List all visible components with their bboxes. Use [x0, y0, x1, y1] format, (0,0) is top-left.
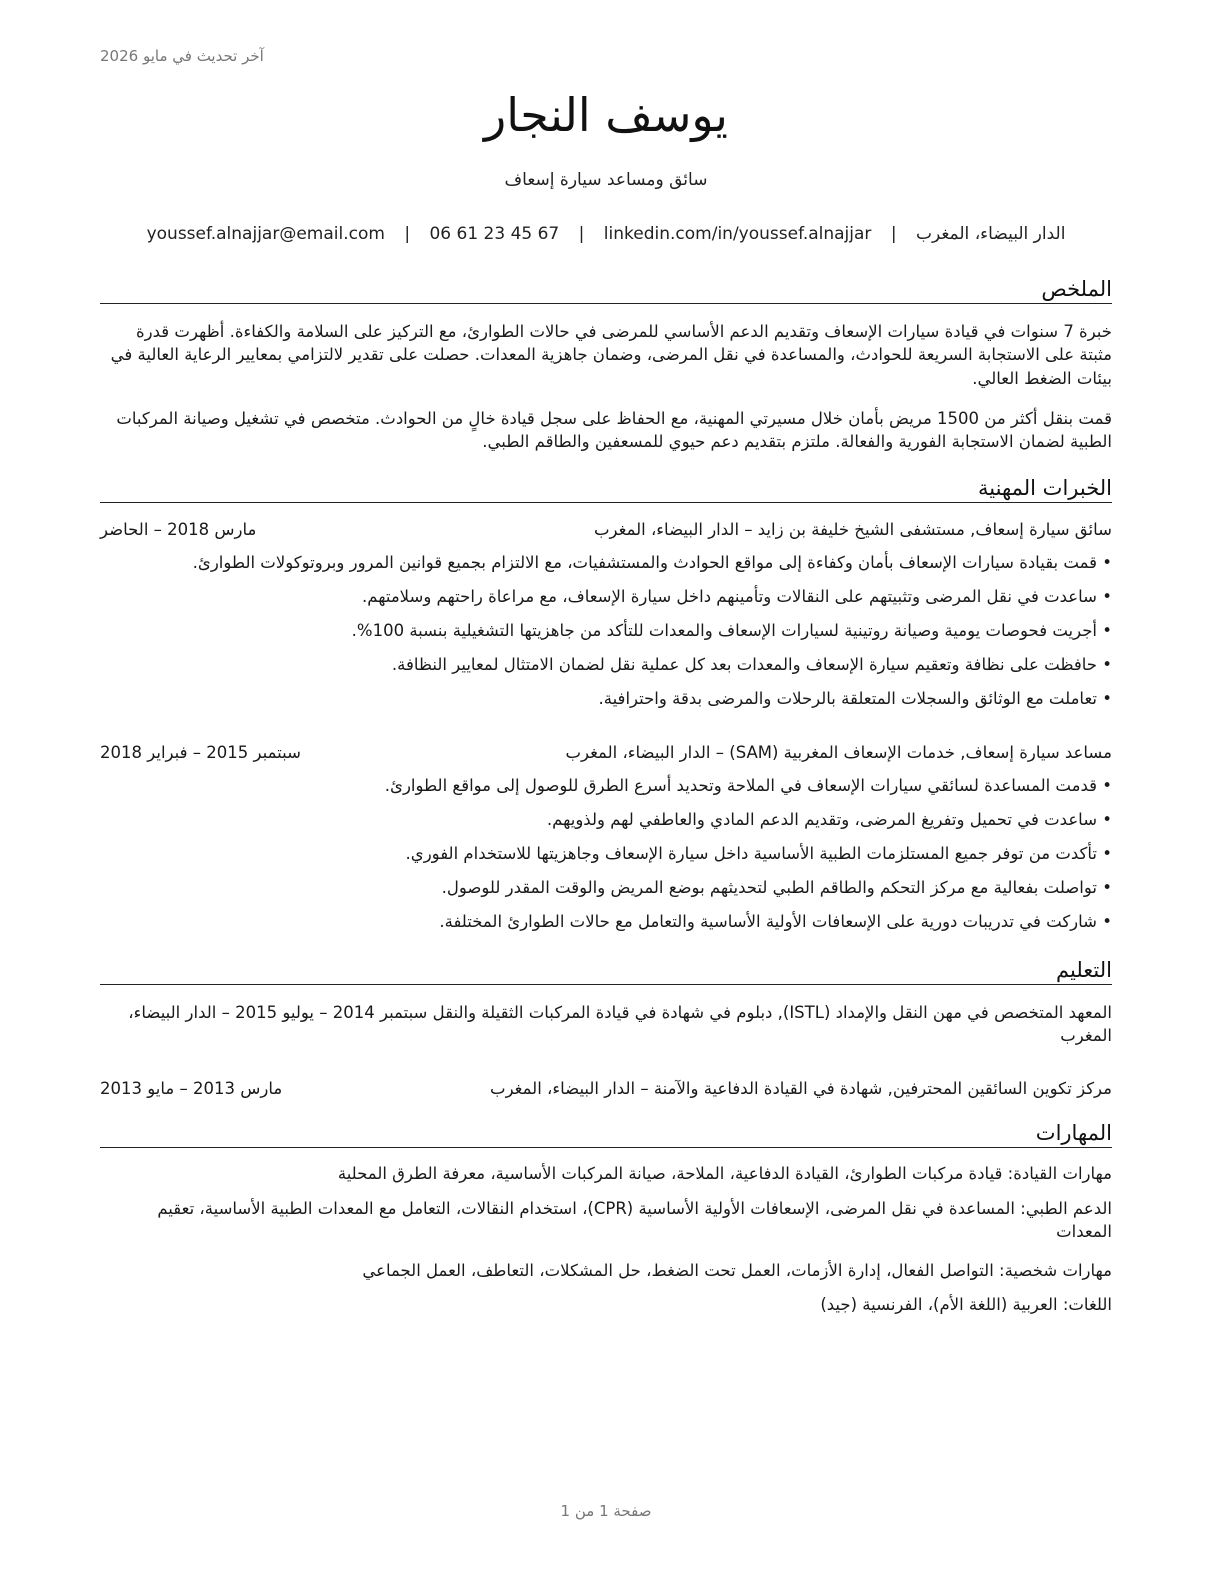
summary-heading: الملخص: [100, 276, 1112, 304]
contact-email[interactable]: youssef.alnajjar@email.com: [146, 224, 385, 244]
job-dates: سبتمبر 2015 – فبراير 2018: [100, 743, 301, 762]
job-heading: [100, 741, 1112, 764]
page-number: صفحة 1 من 1: [560, 1502, 652, 1520]
contact-location: الدار البيضاء، المغرب: [915, 224, 1066, 244]
last-updated: آخر تحديث في مايو 2026: [100, 47, 264, 65]
candidate-name: يوسف النجار: [484, 88, 728, 142]
list-item: • تواصلت بفعالية مع مركز التحكم والطاقم الطبي لتحديثهم بوضع المريض والوقت المقدر للوصول.: [100, 871, 1112, 905]
skill-item: مهارات شخصية: التواصل الفعال، إدارة الأزمات، العمل تحت الضغط، حل المشكلات، التعاطف، العمل الجماعي: [362, 1261, 1112, 1280]
list-item: • تأكدت من توفر جميع المستلزمات الطبية الأساسية داخل سيارة الإسعاف وجاهزيتها للاستخدام الفوري.: [100, 837, 1112, 871]
list-item: • تعاملت مع الوثائق والسجلات المتعلقة بالرحلات والمرضى بدقة واحترافية.: [100, 682, 1112, 716]
resume-page: [100, 0, 1112, 1584]
contact-separator: |: [404, 224, 411, 244]
skills-heading: المهارات: [100, 1120, 1112, 1148]
skill-item: اللغات: العربية (اللغة الأم)، الفرنسية (جيد): [820, 1295, 1112, 1314]
job-title: مساعد سيارة إسعاف, خدمات الإسعاف المغربية (SAM) – الدار البيضاء، المغرب: [565, 743, 1112, 762]
education-item: [100, 1001, 1112, 1048]
education-text: مركز تكوين السائقين المحترفين, شهادة في القيادة الدفاعية والآمنة – الدار البيضاء، المغرب: [490, 1079, 1112, 1098]
list-item: • قمت بقيادة سيارات الإسعاف بأمان وكفاءة إلى مواقع الحوادث والمستشفيات، مع الالتزام بجميع قوانين المرور وبروتوكولات الطوارئ.: [100, 546, 1112, 580]
education-heading: التعليم: [100, 957, 1112, 985]
candidate-role: سائق ومساعد سيارة إسعاف: [504, 170, 708, 190]
contact-line: [100, 224, 1112, 244]
list-item: • شاركت في تدريبات دورية على الإسعافات الأولية الأساسية والتعامل مع حالات الطوارئ المختلفة.: [100, 905, 1112, 939]
list-item: • قدمت المساعدة لسائقي سيارات الإسعاف في الملاحة وتحديد أسرع الطرق للوصول إلى مواقع الطوارئ.: [100, 769, 1112, 803]
education-item: [100, 1077, 1112, 1100]
education-dates: مارس 2013 – مايو 2013: [100, 1079, 283, 1098]
education-text: المعهد المتخصص في مهن النقل والإمداد (ISTL), دبلوم في شهادة في قيادة المركبات الثقيلة والنقل سبتمبر 2014 – يوليو 2015 – الدار البيضاء، المغرب: [128, 1003, 1112, 1046]
contact-separator: |: [890, 224, 897, 244]
summary-paragraph: قمت بنقل أكثر من 1500 مريض بأمان خلال مسيرتي المهنية، مع الحفاظ على سجل قيادة خالٍ من الحوادث. متخصص في تشغيل وصيانة المركبات الطبية لضمان الاستجابة الفورية والفعالة. ملتزم بتقديم دعم حيوي للمسعفين والطاقم الطبي.: [116, 409, 1112, 452]
job-title: سائق سيارة إسعاف, مستشفى الشيخ خليفة بن زايد – الدار البيضاء، المغرب: [593, 520, 1112, 539]
skill-item: الدعم الطبي: المساعدة في نقل المرضى، الإسعافات الأولية الأساسية (CPR)، استخدام النقالات، التعامل مع المعدات الطبية الأساسية، تعقيم المعدات: [157, 1199, 1112, 1242]
job-bullets: [100, 546, 1112, 716]
list-item: • حافظت على نظافة وتعقيم سيارة الإسعاف والمعدات بعد كل عملية نقل لضمان الامتثال لمعايير النظافة.: [100, 648, 1112, 682]
summary-paragraph: خبرة 7 سنوات في قيادة سيارات الإسعاف وتقديم الدعم الأساسي للمرضى في حالات الطوارئ، مع التركيز على السلامة والكفاءة. أظهرت قدرة مثبتة على الاستجابة السريعة للحوادث، والمساعدة في نقل المرضى، وضمان جاهزية المعدات. حصلت على تقدير لالتزامي بمعايير الرعاية العالية في بيئات الضغط العالي.: [110, 322, 1112, 388]
job-dates: مارس 2018 – الحاضر: [100, 520, 257, 539]
contact-phone: 06 61 23 45 67: [429, 224, 560, 244]
skill-item: مهارات القيادة: قيادة مركبات الطوارئ، القيادة الدفاعية، الملاحة، صيانة المركبات الأساسية، معرفة الطرق المحلية: [337, 1164, 1112, 1183]
job-heading: [100, 518, 1112, 541]
list-item: • ساعدت في نقل المرضى وتثبيتهم على النقالات وتأمينهم داخل سيارة الإسعاف، مع مراعاة راحتهم وسلامتهم.: [100, 580, 1112, 614]
job-bullets: [100, 769, 1112, 939]
contact-linkedin[interactable]: linkedin.com/in/youssef.alnajjar: [603, 224, 872, 244]
experience-heading: الخبرات المهنية: [100, 475, 1112, 503]
contact-separator: |: [578, 224, 585, 244]
list-item: • ساعدت في تحميل وتفريغ المرضى، وتقديم الدعم المادي والعاطفي لهم ولذويهم.: [100, 803, 1112, 837]
list-item: • أجريت فحوصات يومية وصيانة روتينية لسيارات الإسعاف والمعدات للتأكد من جاهزيتها التشغيلية بنسبة 100%.: [100, 614, 1112, 648]
